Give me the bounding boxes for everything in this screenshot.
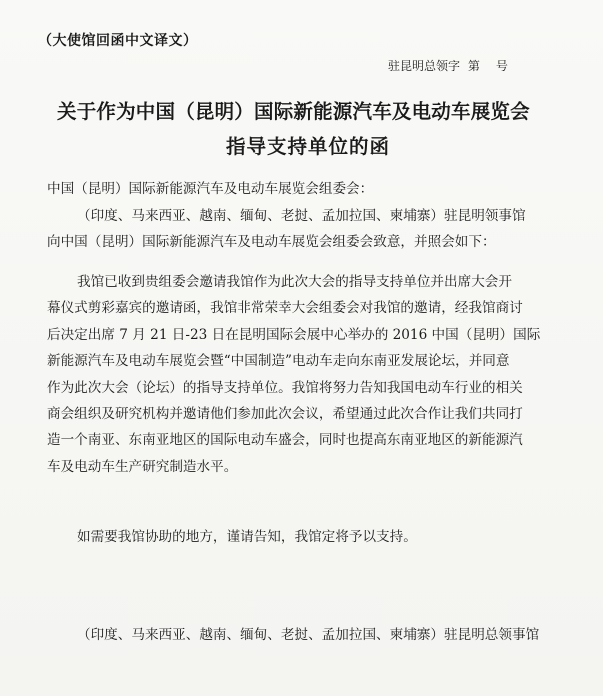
letter-title-line-2: 指导支持单位的函 — [226, 135, 391, 158]
intro-line: （印度、马来西亚、越南、缅甸、老挝、孟加拉国、柬埔寨）驻昆明领事馆 — [77, 208, 526, 224]
body-paragraph — [47, 269, 567, 480]
intro-paragraph — [47, 203, 567, 256]
letter-title-line-1: 关于作为中国（昆明）国际新能源汽车及电动车展览会 — [57, 100, 530, 123]
signature: （印度、马来西亚、越南、缅甸、老挝、孟加拉国、柬埔寨）驻昆明总领事馆 — [77, 627, 540, 643]
reference-di: 第 — [467, 59, 480, 73]
body-line: 车及电动车生产研究制造水平。 — [47, 458, 238, 475]
reference-number — [388, 57, 508, 74]
reference-hao: 号 — [495, 59, 508, 73]
body-line: 作为此次大会（论坛）的指导支持单位。我馆将努力告知我国电动车行业的相关 — [47, 379, 523, 396]
salutation: 中国（昆明）国际新能源汽车及电动车展览会组委会： — [47, 181, 374, 197]
closing-paragraph: 如需要我馆协助的地方，谨请告知，我馆定将予以支持。 — [77, 529, 417, 545]
body-line: 我馆已收到贵组委会邀请我馆作为此次大会的指导支持单位并出席大会开 — [77, 274, 512, 290]
intro-line: 向中国（昆明）国际新能源汽车及电动车展览会组委会致意，并照会如下： — [47, 234, 496, 251]
body-line: 造一个南亚、东南亚地区的国际电动车盛会，同时也提高东南亚地区的新能源汽 — [47, 432, 523, 449]
body-line: 新能源汽车及电动车展览会暨“中国制造”电动车走向东南亚发展论坛，并同意 — [47, 353, 510, 370]
translation-label: （大使馆回函中文译文） — [38, 33, 198, 49]
body-line: 幕仪式剪彩嘉宾的邀请函，我馆非常荣幸大会组委会对我馆的邀请，经我馆商讨 — [47, 300, 523, 317]
reference-prefix: 驻昆明总领字 — [388, 59, 461, 73]
body-line: 后决定出席 7 月 21 日-23 日在昆明国际会展中心举办的 2016 中国（昆明）国际 — [47, 326, 541, 343]
body-line: 商会组织及研究机构并邀请他们参加此次会议，希望通过此次合作让我们共同打 — [47, 406, 523, 423]
